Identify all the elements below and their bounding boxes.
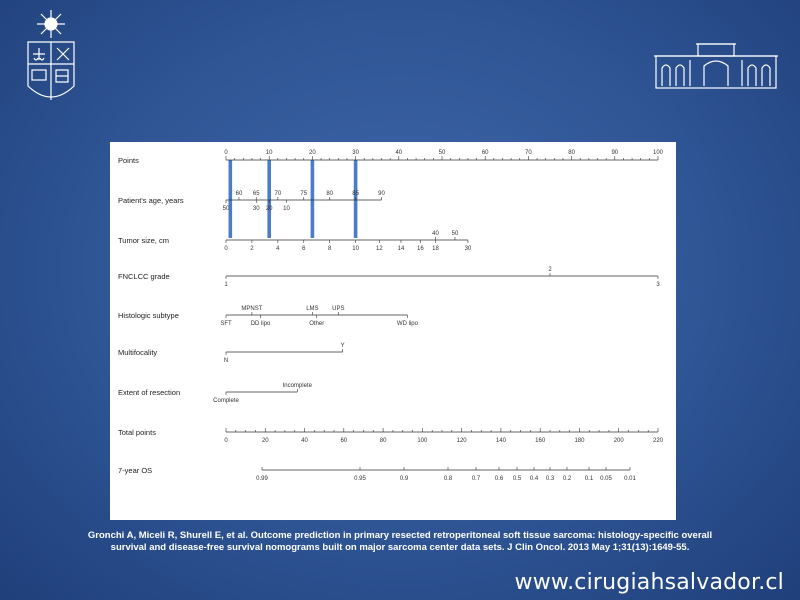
total-points-tick-label: 160 [535, 438, 546, 444]
row-label-fnclcc-grade: FNCLCC grade [118, 272, 170, 281]
row-label-multifocality: Multifocality [118, 348, 158, 357]
age-top-label: 80 [326, 191, 334, 197]
os-tick-label: 0.1 [584, 476, 594, 482]
row-label-patient-s-age-years: Patient's age, years [118, 196, 184, 205]
age-top-label: 85 [352, 191, 359, 197]
total-points-tick-label: 220 [652, 438, 664, 444]
points-tick-label: 50 [438, 150, 446, 156]
histology-top-label: MPNST [241, 306, 263, 312]
age-bottom-label: 30 [252, 206, 260, 212]
points-tick-label: 40 [395, 150, 403, 156]
os-tick-label: 0.5 [512, 476, 522, 482]
os-tick-label: 0.9 [399, 476, 409, 482]
tumor-bottom-label: 14 [397, 246, 405, 252]
os-tick-label: 0.8 [443, 476, 453, 482]
os-tick-label: 0.01 [624, 476, 636, 482]
total-points-tick-label: 180 [574, 438, 585, 444]
highlight-bar [229, 160, 233, 238]
total-points-tick-label: 80 [379, 438, 387, 444]
os-tick-label: 0.99 [256, 476, 268, 482]
age-bottom-label: 20 [265, 206, 273, 212]
resection-top-label: Incomplete [282, 383, 312, 389]
highlight-bar [311, 160, 315, 238]
resection-bottom-label: Complete [213, 398, 239, 404]
age-top-label: 60 [235, 191, 243, 197]
points-tick-label: 30 [352, 150, 359, 156]
histology-bottom-label: SFT [220, 321, 232, 327]
points-tick-label: 100 [652, 150, 664, 156]
age-top-label: 75 [300, 191, 308, 197]
points-tick-label: 10 [265, 150, 273, 156]
total-points-tick-label: 20 [261, 438, 269, 444]
tumor-bottom-label: 2 [250, 246, 254, 252]
nomogram-chart [110, 142, 676, 520]
total-points-tick-label: 0 [224, 438, 228, 444]
multifocality-top-label: Y [340, 343, 345, 349]
grade-top-label: 2 [548, 267, 552, 273]
age-top-label: 70 [274, 191, 282, 197]
citation [20, 530, 780, 554]
citation-line-2: survival and disease-free survival nomograms built on major sarcoma center data sets. J Clin Oncol. 2013 May 1;31(13):1649-55. [110, 542, 690, 553]
grade-bottom-label: 3 [656, 282, 660, 288]
total-points-tick-label: 40 [301, 438, 308, 444]
points-tick-label: 70 [525, 150, 532, 156]
histology-top-label: UPS [332, 306, 345, 312]
website-url: www.cirugiahsalvador.cl [514, 570, 784, 595]
tumor-top-label: 50 [451, 231, 459, 237]
total-points-tick-label: 120 [456, 438, 467, 444]
row-label-points: Points [118, 156, 139, 165]
age-bottom-label: 50 [222, 206, 230, 212]
tumor-top-label: 40 [432, 231, 439, 237]
points-tick-label: 0 [224, 150, 228, 156]
row-label-extent-of-resection: Extent of resection [118, 388, 181, 397]
row-label-total-points: Total points [118, 428, 156, 437]
tumor-bottom-label: 10 [352, 246, 359, 252]
total-points-tick-label: 140 [495, 438, 506, 444]
os-tick-label: 0.7 [471, 476, 481, 482]
points-tick-label: 90 [611, 150, 619, 156]
total-points-tick-label: 60 [340, 438, 348, 444]
os-tick-label: 0.3 [545, 476, 555, 482]
os-tick-label: 0.05 [600, 476, 612, 482]
tumor-bottom-label: 18 [432, 246, 439, 252]
row-label-histologic-subtype: Histologic subtype [118, 311, 179, 320]
tumor-bottom-label: 12 [376, 246, 383, 252]
histology-top-label: LMS [306, 306, 319, 312]
points-tick-label: 20 [309, 150, 316, 156]
tumor-bottom-label: 16 [417, 246, 424, 252]
tumor-bottom-label: 30 [464, 246, 472, 252]
points-tick-label: 60 [481, 150, 489, 156]
total-points-tick-label: 100 [417, 438, 428, 444]
total-points-tick-label: 200 [613, 438, 624, 444]
os-tick-label: 0.4 [529, 476, 539, 482]
os-tick-label: 0.6 [494, 476, 504, 482]
age-top-label: 65 [252, 191, 260, 197]
citation-line-1: Gronchi A, Miceli R, Shurell E, et al. Outcome prediction in primary resected retroperitoneal soft tissue sarcoma: histology-specific overall [87, 530, 713, 541]
tumor-bottom-label: 0 [224, 246, 228, 252]
tumor-bottom-label: 6 [302, 246, 306, 252]
os-tick-label: 0.95 [354, 476, 366, 482]
multifocality-bottom-label: N [223, 358, 229, 364]
histology-bottom-label: Other [309, 321, 325, 327]
grade-bottom-label: 1 [224, 282, 228, 288]
histology-bottom-label: DD lipo [250, 321, 271, 327]
tumor-bottom-label: 4 [276, 246, 280, 252]
os-tick-label: 0.2 [562, 476, 572, 482]
histology-bottom-label: WD lipo [396, 321, 418, 327]
hospital-building-icon [652, 40, 780, 92]
nomogram-figure [110, 142, 676, 520]
highlight-bar [267, 160, 271, 238]
age-bottom-label: 10 [283, 206, 290, 212]
row-label-tumor-size-cm: Tumor size, cm [118, 236, 169, 245]
university-seal-icon [22, 8, 80, 112]
age-top-label: 90 [378, 191, 385, 197]
points-tick-label: 80 [568, 150, 575, 156]
row-label-7-year-os: 7-year OS [118, 466, 153, 475]
tumor-bottom-label: 8 [328, 246, 332, 252]
